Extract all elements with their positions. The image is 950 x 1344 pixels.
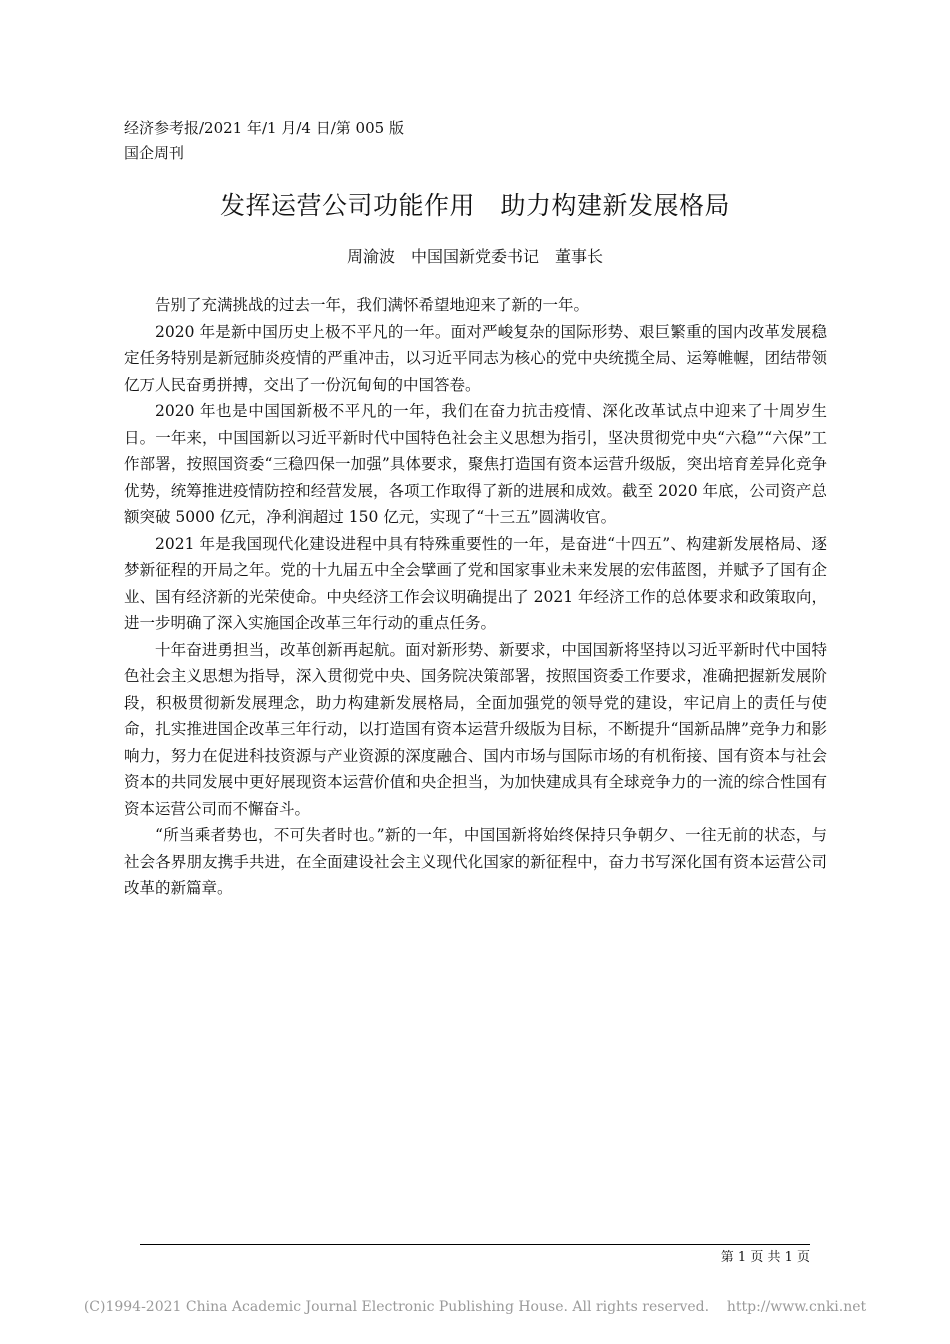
paragraph: 2020 年是新中国历史上极不平凡的一年。面对严峻复杂的国际形势、艰巨繁重的国内改革发展稳定任务特别是新冠肺炎疫情的严重冲击，以习近平同志为核心的党中央统揽全局、运筹帷幄，团结带领亿万人民奋勇拼搏，交出了一份沉甸甸的中国答卷。 [124, 322, 827, 394]
paragraph: 十年奋进勇担当，改革创新再起航。面对新形势、新要求，中国国新将坚持以习近平新时代中国特色社会主义思想为指导，深入贯彻党中央、国务院决策部署，按照国资委工作要求，准确把握新发展阶段，积极贯彻新发展理念，助力构建新发展格局，全面加强党的领导党的建设，牢记肩上的责任与使命，扎实推进国企改革三年行动，以打造国有资本运营升级版为目标，不断提升“国新品牌”竞争力和影响力，努力在促进科技资源与产业资源的深度融合、国内市场与国际市场的有机衔接、国有资本与社会资本的共同发展中更好展现资本运营价值和央企担当，为加快建成具有全球竞争力的一流的综合性国有资本运营公司而不懈奋斗。 [124, 640, 827, 818]
article-body [124, 292, 827, 902]
publication-source: 经济参考报/2021 年/1 月/4 日/第 005 版 [124, 119, 404, 137]
column-name: 国企周刊 [124, 144, 185, 162]
paragraph: 2020 年也是中国国新极不平凡的一年，我们在奋力抗击疫情、深化改革试点中迎来了十周岁生日。一年来，中国国新以习近平新时代中国特色社会主义思想为指引，坚决贯彻党中央“六稳”“六保”工作部署，按照国资委“三稳四保一加强”具体要求，聚焦打造国有资本运营升级版，突出培育差异化竞争优势，统筹推进疫情防控和经营发展，各项工作取得了新的进展和成效。截至 2020 年底，公司资产总额突破 5000 亿元，净利润超过 150 亿元，实现了“十三五”圆满收官。 [124, 402, 827, 526]
paragraph: 告别了充满挑战的过去一年，我们满怀希望地迎来了新的一年。 [155, 296, 590, 314]
footer-divider [140, 1244, 810, 1245]
paragraph: 2021 年是我国现代化建设进程中具有特殊重要性的一年，是奋进“十四五”、构建新发展格局、逐梦新征程的开局之年。党的十九届五中全会擘画了党和国家事业未来发展的宏伟蓝图，并赋予了国有企业、国有经济新的光荣使命。中央经济工作会议明确提出了 2021 年经济工作的总体要求和政策取向，进一步明确了深入实施国企改革三年行动的重点任务。 [124, 534, 827, 632]
article-byline: 周渝波 中国国新党委书记 董事长 [346, 247, 603, 266]
copyright-notice: (C)1994-2021 China Academic Journal Electronic Publishing House. All rights reserved. http://www.cnki.net [83, 1299, 867, 1315]
paragraph: “所当乘者势也，不可失者时也。”新的一年，中国国新将始终保持只争朝夕、一往无前的状态，与社会各界朋友携手共进，在全面建设社会主义现代化国家的新征程中，奋力书写深化国有资本运营公司改革的新篇章。 [124, 826, 827, 897]
article-meta [124, 116, 404, 166]
article-title: 发挥运营公司功能作用 助力构建新发展格局 [219, 191, 730, 220]
page-number: 第 1 页 共 1 页 [720, 1250, 810, 1265]
